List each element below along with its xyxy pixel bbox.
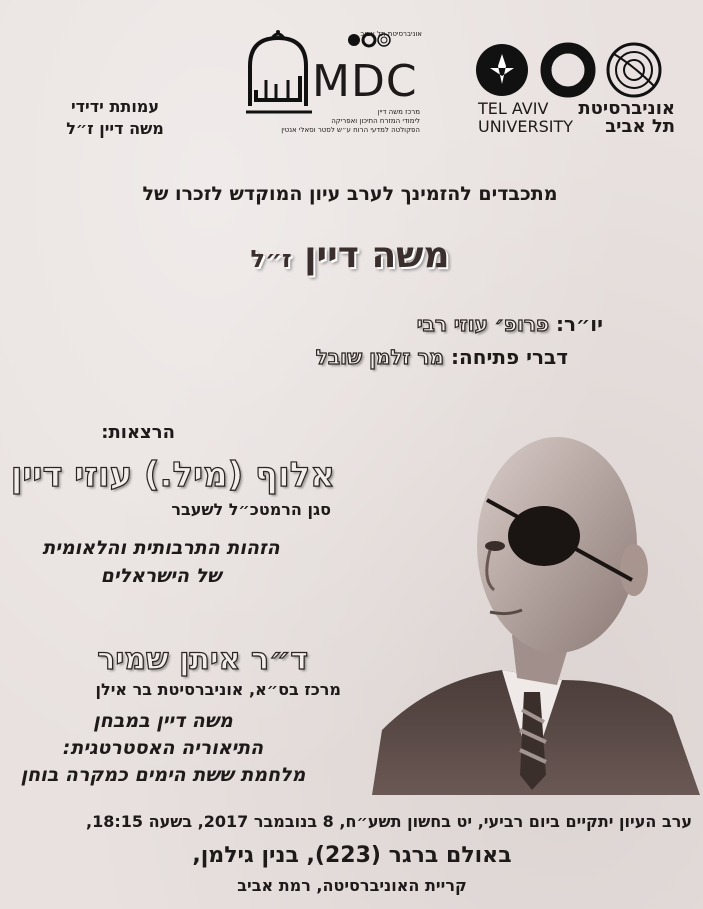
tau-en-line-2: UNIVERSITY [478, 117, 573, 136]
portrait-photo [372, 430, 700, 795]
friends-line-1: עמותת ידידי [70, 97, 160, 116]
mdc-sub-3: הפקולטה למדעי הרוח ע״ש לסטר וסאלי אנטין [281, 126, 420, 134]
speaker1-topic [0, 534, 331, 590]
speaker1-topic-line-1: הזהות התרבותית והלאומית [42, 537, 280, 559]
opening-name: מר זלמן שובל [315, 345, 444, 369]
friends-line-2: משה דיין ז״ל [66, 119, 164, 138]
chair-label: יו״ר: [556, 312, 603, 336]
chair-line [417, 312, 603, 336]
invite-text: מתכבדים להזמינך לערב עיון המוקדש לזכרו של [142, 183, 558, 205]
friends-association [40, 96, 190, 140]
page-title [150, 235, 550, 276]
speaker2-role: מרכז בס״א, אוניברסיטת בר אילן [95, 680, 341, 699]
mdc-logo [242, 28, 422, 138]
mdc-brand-text: MDC [312, 56, 418, 107]
event-when: ערב העיון יתקיים ביום רביעי, יט בחשון תשע״ח, 8 בנובמבר 2017, בשעה 18:15, [85, 812, 692, 831]
speaker2-topic-line-1: משה דיין במבחן [93, 710, 233, 732]
tau-english [478, 100, 573, 136]
speaker1-topic-line-2: של הישראלים [100, 565, 222, 587]
tau-he-line-1: אוניברסיטת [578, 98, 675, 119]
mdc-sub-2: לימודי המזרח התיכון ואפריקה [331, 117, 420, 125]
tau-logo [470, 40, 675, 140]
tau-circles-icon [470, 40, 675, 100]
tau-en-line-1: TEL AVIV [478, 99, 549, 118]
opening-line [316, 345, 568, 369]
chair-name: פרופ׳ עוזי רבי [416, 312, 550, 336]
mdc-sub-1: מרכז משה דיין [377, 108, 420, 116]
title-name: משה דיין [304, 235, 450, 276]
mdc-top-text: אוניברסיטת תל אביב [360, 30, 422, 38]
speaker2-topic [0, 708, 343, 789]
speaker2-name: ד״ר איתן שמיר [97, 642, 308, 677]
speaker2-topic-line-2: התיאוריה האסטרטגית: [62, 737, 264, 759]
event-where: באולם ברגר (223), בנין גילמן, [192, 843, 512, 868]
speaker2-topic-line-3: מלחמת ששת הימים כמקרה בוחן [20, 764, 306, 786]
tau-hebrew [578, 100, 675, 136]
opening-label: דברי פתיחה: [450, 345, 568, 369]
event-campus: קריית האוניברסיטה, רמת אביב [237, 876, 467, 895]
lectures-label: הרצאות: [101, 422, 175, 443]
mdc-subtitle [254, 108, 420, 135]
title-suffix: ז״ל [250, 245, 292, 273]
speaker1-name: אלוף (מיל.) עוזי דיין [10, 455, 335, 495]
tau-he-line-2: תל אביב [605, 116, 675, 137]
speaker1-role: סגן הרמטכ״ל לשעבר [171, 500, 331, 519]
